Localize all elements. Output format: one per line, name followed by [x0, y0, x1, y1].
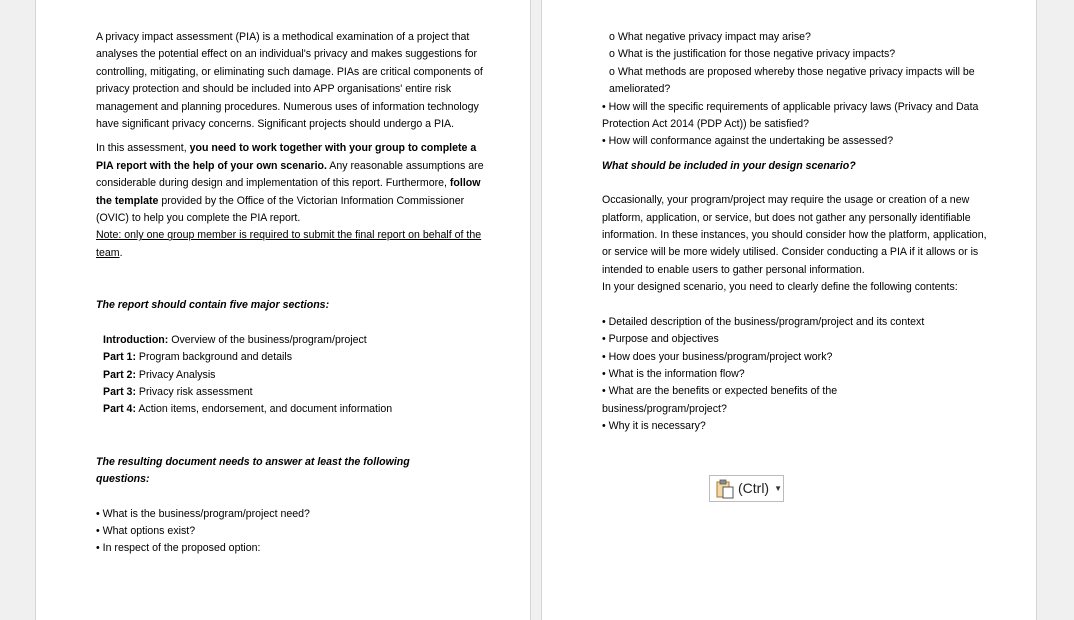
- question-item: • How will the specific requirements of applicable privacy laws (Privacy and Data Protection Act 2014 (PDP Act)) be satisfied?: [602, 100, 979, 131]
- clipboard-icon: [714, 478, 736, 500]
- question-item: • In respect of the proposed option:: [96, 542, 261, 555]
- design-paragraph: Occasionally, your program/project may require the usage or creation of a new platform, application, or service, but does not gather any personally identifiable information. In these instances, you should consider how the platform, application, or service will be more widely utilised. Consider conducting a PIA if it allows or is intended to enable users to gather personal information.: [602, 194, 987, 276]
- content-item: • What is the information flow?: [602, 367, 745, 380]
- sub-question-item: o What is the justification for those negative privacy impacts?: [609, 48, 896, 61]
- assessment-text-2: Any reasonable assumptions are considerable during design and implementation of this report. Furthermore,: [96, 159, 484, 190]
- section-item: Part 3: Privacy risk assessment: [103, 385, 253, 398]
- section-item: Part 2: Privacy Analysis: [103, 368, 216, 381]
- question-item: • What is the business/program/project need?: [96, 507, 310, 520]
- content-item: • Purpose and objectives: [602, 333, 719, 346]
- sections-heading: The report should contain five major sections:: [96, 299, 330, 312]
- section-item: Part 4: Action items, endorsement, and document information: [103, 403, 393, 416]
- assessment-bold-2: follow the template: [96, 177, 481, 207]
- content-item: • Why it is necessary?: [602, 420, 706, 433]
- assessment-paragraph: [96, 140, 486, 227]
- sections-list: [96, 332, 486, 419]
- question-item: • How will conformance against the undertaking be assessed?: [602, 135, 894, 148]
- paste-options-label: (Ctrl): [738, 479, 770, 496]
- design-heading: What should be included in your design scenario?: [602, 159, 856, 172]
- note-paragraph: [96, 227, 486, 262]
- questions-heading: The resulting document needs to answer at least the following questions:: [96, 455, 410, 486]
- assessment-text-3: provided by the Office of the Victorian Information Commissioner (OVIC) to help you complete the PIA report.: [96, 194, 465, 225]
- define-paragraph: In your designed scenario, you need to clearly define the following contents:: [602, 281, 958, 294]
- chevron-down-icon: ▼: [774, 483, 783, 493]
- assessment-text-1: In this assessment,: [96, 142, 190, 155]
- content-item: • What are the benefits or expected benefits of the business/program/project?: [602, 385, 838, 415]
- right-page-content: [602, 29, 992, 436]
- questions-list: [96, 506, 486, 558]
- sub-question-item: o What negative privacy impact may arise?: [609, 31, 811, 43]
- contents-list: [602, 314, 992, 436]
- document-page-left: [35, 0, 531, 620]
- note-underlined: Note: only one group member is required to submit the final report on behalf of the team: [96, 229, 482, 259]
- left-page-content: [96, 29, 486, 558]
- paste-options-button[interactable]: [709, 475, 784, 502]
- content-item: • Detailed description of the business/program/project and its context: [602, 315, 925, 328]
- sub-question-item: o What methods are proposed whereby those negative privacy impacts will be ameliorated?: [609, 65, 975, 96]
- question-item: • What options exist?: [96, 524, 196, 537]
- intro-paragraph: A privacy impact assessment (PIA) is a methodical examination of a project that analyses the potential effect on an individual's privacy and makes suggestions for controlling, mitigating, or eliminating such damage. PIAs are critical components of privacy protection and should be included into APP organisations' entire risk management and planning procedures. Numerous uses of information technology have significant privacy concerns. Significant projects should undergo a PIA.: [96, 31, 483, 131]
- section-item: Introduction: Overview of the business/program/project: [103, 333, 367, 346]
- assessment-bold-1: you need to work together with your group to complete a PIA report with the help of your own scenario.: [96, 142, 477, 172]
- note-end: .: [119, 246, 123, 259]
- document-page-right: [541, 0, 1037, 620]
- content-item: • How does your business/program/project work?: [602, 350, 833, 363]
- section-item: Part 1: Program background and details: [103, 351, 293, 364]
